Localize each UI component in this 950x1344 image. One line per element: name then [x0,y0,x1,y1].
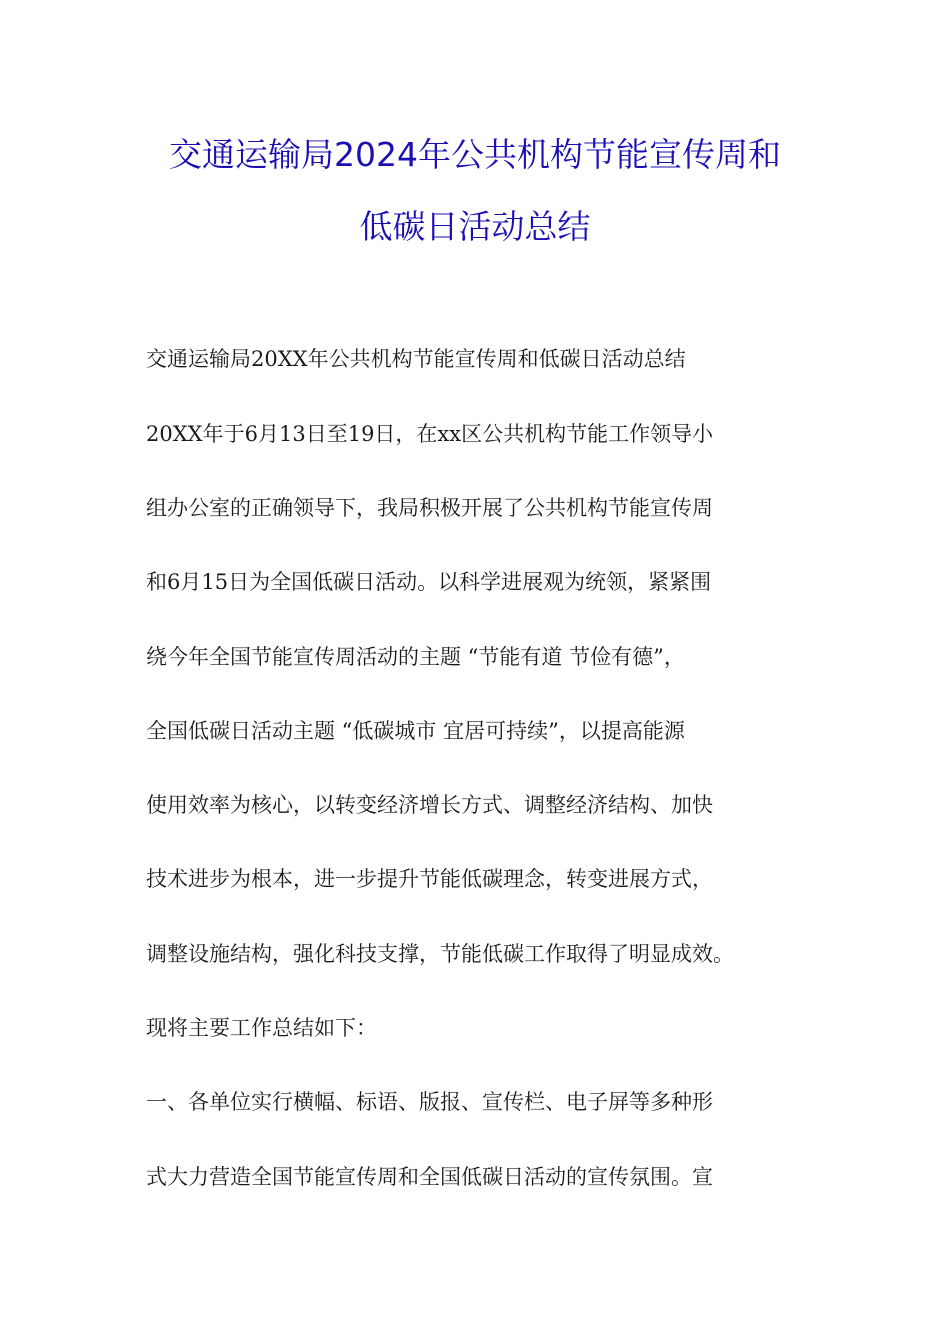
body-line: 使用效率为核心，以转变经济增长方式、调整经济结构、加快 [146,793,713,817]
body-line: 20XX年于6月13日至19日，在xx区公共机构节能工作领导小 [146,422,714,446]
body-line: 全国低碳日活动主题 “低碳城市 宜居可持续”，以提高能源 [146,719,685,743]
body-line: 组办公室的正确领导下，我局积极开展了公共机构节能宣传周 [146,496,713,520]
document-title-line-2: 低碳日活动总结 [359,207,591,246]
document-title-line-1: 交通运输局2024年公共机构节能宣传周和 [169,135,781,174]
body-line: 式大力营造全国节能宣传周和全国低碳日活动的宣传氛围。宣 [146,1165,713,1189]
body-line: 一、各单位实行横幅、标语、版报、宣传栏、电子屏等多种形 [146,1090,713,1114]
body-line: 调整设施结构，强化科技支撑，节能低碳工作取得了明显成效。 [146,942,734,966]
body-line: 现将主要工作总结如下： [146,1016,377,1040]
body-line: 交通运输局20XX年公共机构节能宣传周和低碳日活动总结 [146,347,686,371]
body-line: 技术进步为根本，进一步提升节能低碳理念，转变进展方式， [146,867,713,891]
body-line: 和6月15日为全国低碳日活动。以科学进展观为统领，紧紧围 [146,570,712,594]
body-line: 绕今年全国节能宣传周活动的主题 “节能有道 节俭有德”， [146,645,685,669]
